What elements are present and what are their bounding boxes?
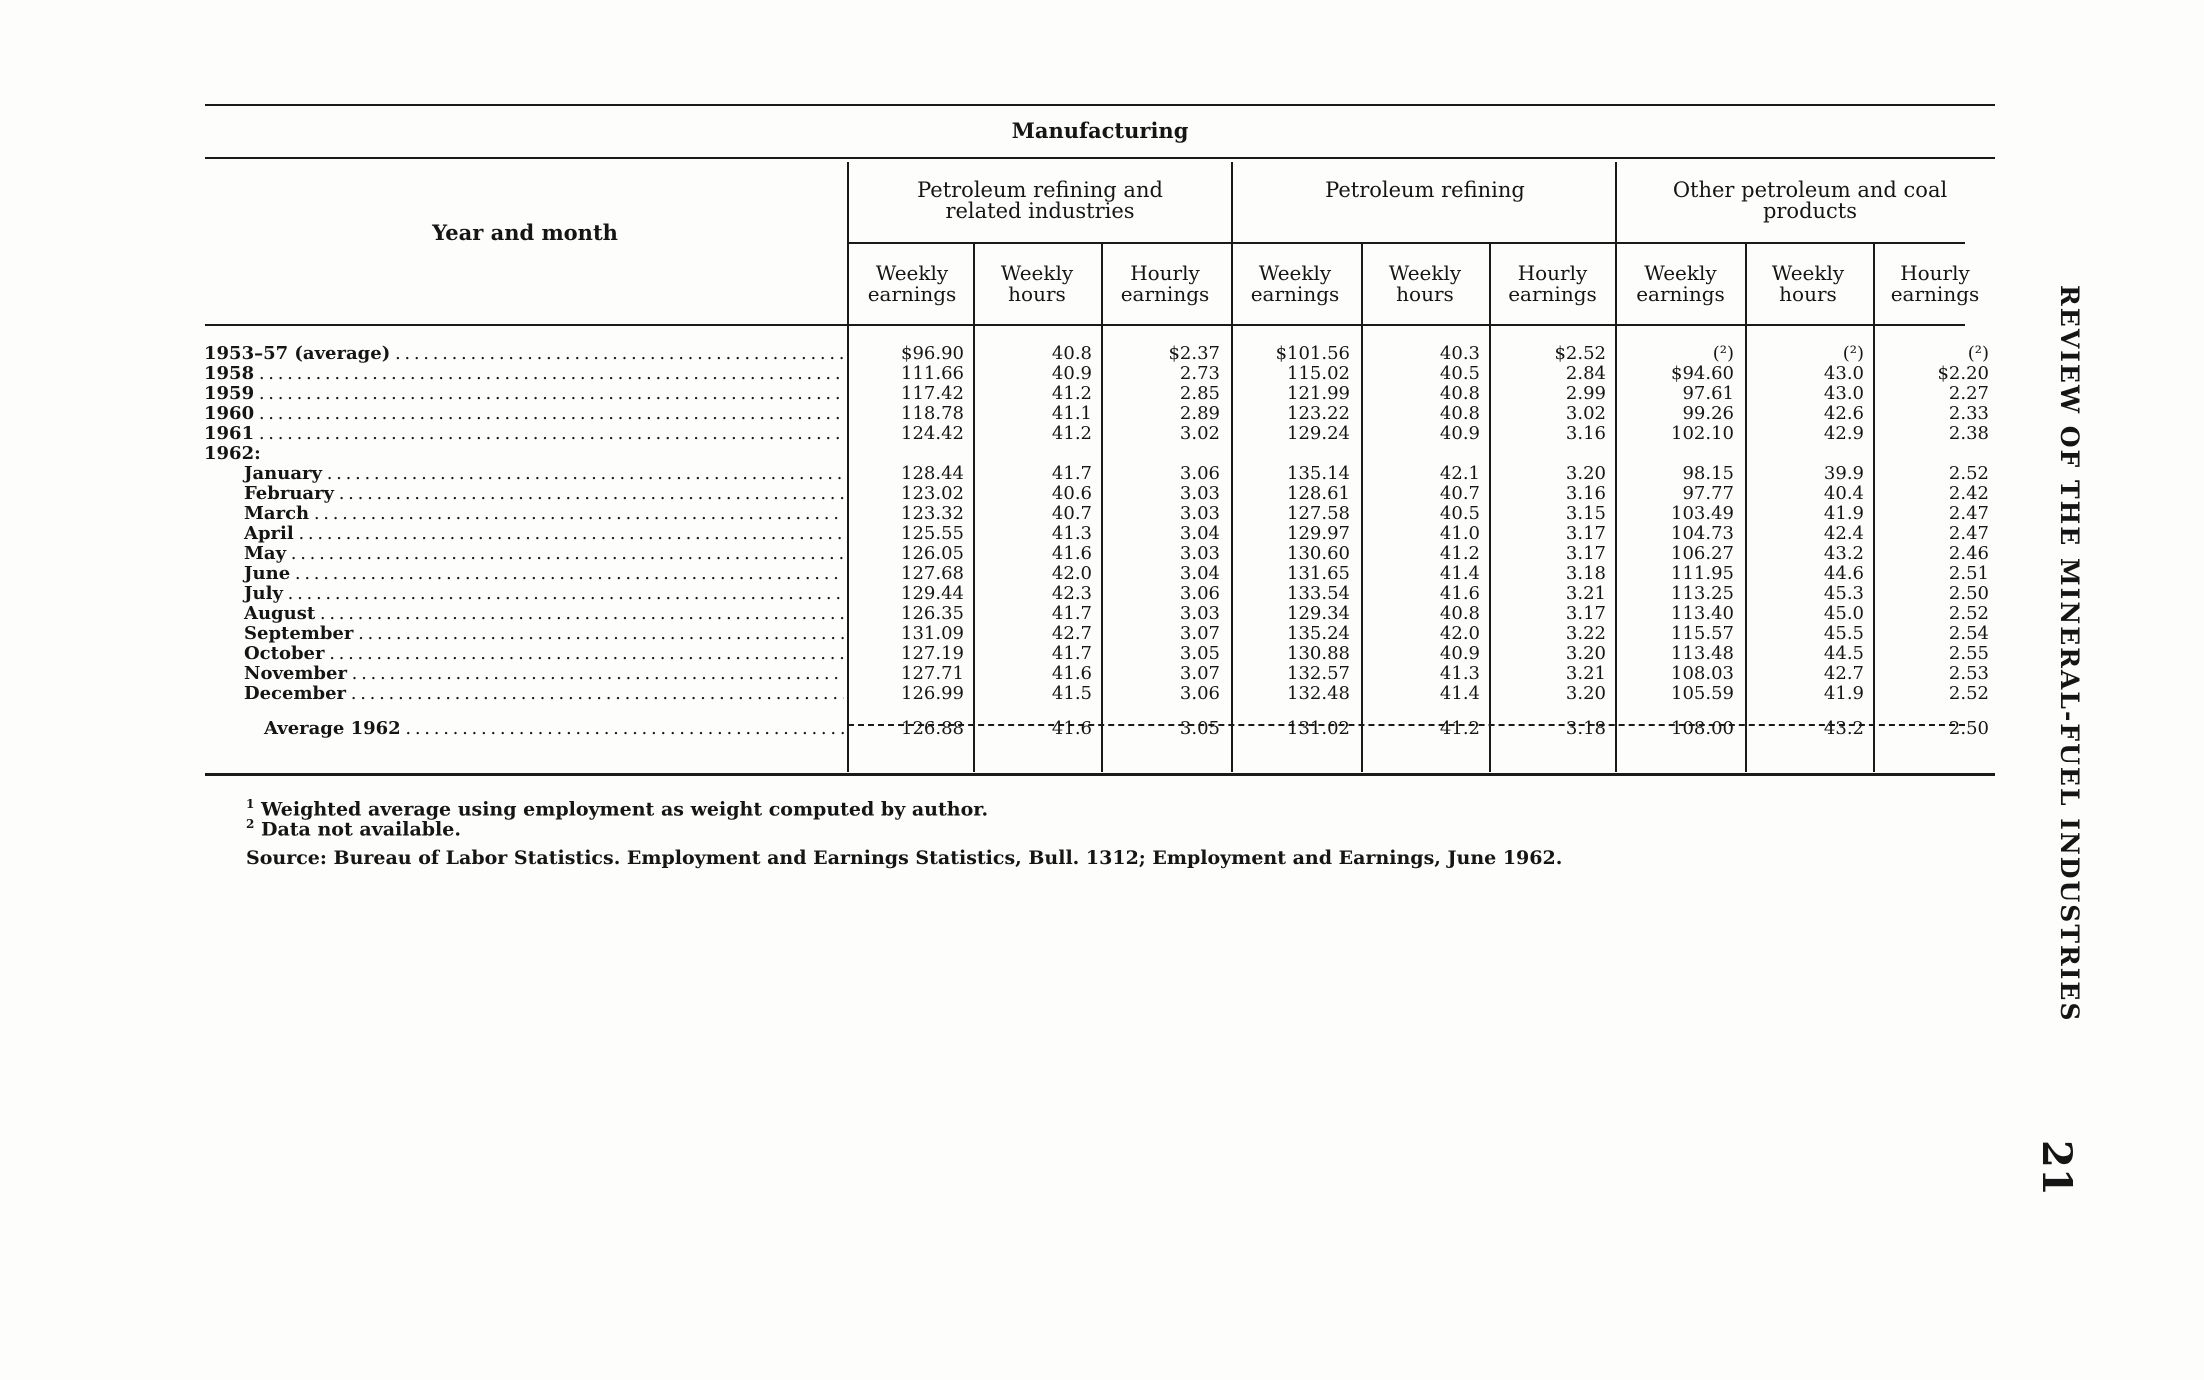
table-cell: 131.02: [1287, 718, 1350, 739]
table-cell: 103.49: [1671, 503, 1734, 524]
row-label: September . . .: [204, 624, 844, 644]
group-title-petroleum-refining: Petroleum refining: [1325, 178, 1525, 202]
table-cell: 43.2: [1823, 718, 1864, 739]
table-cell: 3.05: [1179, 718, 1220, 739]
table-cell: 3.02: [1565, 403, 1606, 424]
table-cell: 2.73: [1179, 363, 1220, 384]
table-cell: 43.0: [1823, 383, 1864, 404]
table-cell: 42.7: [1051, 623, 1092, 644]
page-number: 21: [2033, 1140, 2080, 1196]
table-cell: 127.68: [901, 563, 964, 584]
table-cell: $96.90: [901, 343, 964, 364]
table-cell: 41.6: [1051, 663, 1092, 684]
table-cell: 3.04: [1179, 563, 1220, 584]
header-bottom-rule: [205, 324, 1965, 326]
table-cell: 113.25: [1671, 583, 1734, 604]
table-cell: 41.3: [1051, 523, 1092, 544]
table-cell: 40.5: [1439, 503, 1480, 524]
table-row: [204, 483, 1989, 504]
table-cell: 3.17: [1565, 543, 1606, 564]
table-cell: 41.7: [1051, 463, 1092, 484]
table-cell: 97.61: [1682, 383, 1734, 404]
table-cell: 3.06: [1179, 463, 1220, 484]
table-cell: 41.4: [1439, 683, 1480, 704]
table-cell: 108.00: [1671, 718, 1734, 739]
table-cell: 132.57: [1287, 663, 1350, 684]
table-cell: 3.22: [1565, 623, 1606, 644]
table-cell: 40.7: [1439, 483, 1480, 504]
table-cell: (²): [1712, 343, 1734, 364]
table-cell: 123.02: [901, 483, 964, 504]
table-cell: 133.54: [1287, 583, 1350, 604]
table-cell: 2.47: [1948, 503, 1989, 524]
table-cell: 108.03: [1671, 663, 1734, 684]
table-cell: 124.42: [901, 423, 964, 444]
manufacturing-rule: [205, 157, 1995, 159]
table-cell: 2.52: [1948, 683, 1989, 704]
table-cell: 128.44: [901, 463, 964, 484]
table-cell: 2.27: [1948, 383, 1989, 404]
col-head-2: Weekly hours: [1000, 261, 1074, 306]
table-cell: 40.8: [1439, 383, 1480, 404]
table-cell: 40.7: [1051, 503, 1092, 524]
table-row: [204, 463, 1989, 484]
table-cell: 129.34: [1287, 603, 1350, 624]
table-cell: 41.3: [1439, 663, 1480, 684]
footnote-mark: 2: [246, 817, 255, 831]
row-label: 1953–57 (average) . . .: [204, 344, 844, 364]
table-cell: 40.8: [1051, 343, 1092, 364]
table-cell: 131.65: [1287, 563, 1350, 584]
table-cell: 126.05: [901, 543, 964, 564]
col-head-3: Hourly earnings: [1120, 261, 1210, 306]
table-cell: 132.48: [1287, 683, 1350, 704]
footnote-text: Weighted average using employment as weight computed by author.: [260, 798, 989, 821]
col-head-6: Hourly earnings: [1508, 261, 1597, 306]
col-head-4: Weekly earnings: [1250, 261, 1340, 306]
table-cell: 3.20: [1565, 643, 1606, 664]
table-cell: $2.52: [1554, 343, 1606, 364]
table-row: [204, 718, 1989, 739]
table-cell: 115.57: [1671, 623, 1734, 644]
table-cell: 135.24: [1287, 623, 1350, 644]
table-cell: 121.99: [1287, 383, 1350, 404]
table-cell: 40.9: [1439, 643, 1480, 664]
table-cell: 3.06: [1179, 583, 1220, 604]
table-cell: 41.5: [1051, 683, 1092, 704]
table-cell: 2.53: [1948, 663, 1989, 684]
table-cell: 104.73: [1671, 523, 1734, 544]
top-rule: [205, 104, 1995, 106]
col-head-8: Weekly hours: [1771, 261, 1845, 306]
table-cell: 106.27: [1671, 543, 1734, 564]
group-rule: [848, 242, 1965, 244]
table-row: [204, 543, 1989, 564]
table-cell: 41.2: [1439, 543, 1480, 564]
table-cell: 42.9: [1823, 423, 1864, 444]
table-cell: 3.16: [1565, 423, 1606, 444]
running-head-text: REVIEW OF THE MINERAL-FUEL INDUSTRIES: [2055, 285, 2084, 1023]
table-cell: 41.1: [1051, 403, 1092, 424]
table-cell: 113.48: [1671, 643, 1734, 664]
table-bottom-rule: [205, 773, 1995, 776]
col-head-7: Weekly earnings: [1636, 261, 1725, 306]
table-cell: 2.42: [1948, 483, 1989, 504]
table-cell: 44.5: [1823, 643, 1864, 664]
table-row: [204, 683, 1989, 704]
table-cell: 2.33: [1948, 403, 1989, 424]
table-cell: 126.88: [901, 718, 964, 739]
table-row: [204, 503, 1989, 524]
table-cell: 129.44: [901, 583, 964, 604]
table-row: [204, 643, 1989, 664]
table-cell: 3.03: [1179, 483, 1220, 504]
table-cell: 40.9: [1051, 363, 1092, 384]
table-cell: 40.4: [1823, 483, 1864, 504]
table-row: [204, 563, 1989, 584]
table-cell: 40.6: [1051, 483, 1092, 504]
table-cell: 3.18: [1565, 718, 1606, 739]
row-label: 1960 . . .: [204, 404, 844, 424]
table-cell: 3.03: [1179, 603, 1220, 624]
row-label: 1959 . . .: [204, 384, 844, 404]
table-cell: 105.59: [1671, 683, 1734, 704]
table-cell: 42.0: [1439, 623, 1480, 644]
table-row: [204, 403, 1989, 424]
table-cell: $94.60: [1671, 363, 1734, 384]
table-cell: 130.60: [1287, 543, 1350, 564]
table-cell: 39.9: [1823, 463, 1864, 484]
table-row: [204, 363, 1989, 384]
table-cell: 41.9: [1823, 503, 1864, 524]
table-cell: 129.97: [1287, 523, 1350, 544]
row-label: April . . .: [204, 524, 844, 544]
table-cell: 42.7: [1823, 663, 1864, 684]
table-cell: 3.05: [1179, 643, 1220, 664]
table-cell: 3.20: [1565, 683, 1606, 704]
table-cell: 99.26: [1682, 403, 1734, 424]
table-cell: 41.6: [1051, 718, 1092, 739]
table-cell: 111.95: [1671, 563, 1734, 584]
table-cell: 41.0: [1439, 523, 1480, 544]
table-cell: $2.37: [1168, 343, 1220, 364]
footnote-2: [246, 814, 461, 840]
table-cell: 3.04: [1179, 523, 1220, 544]
row-label: October . . .: [204, 644, 844, 664]
table-cell: 123.22: [1287, 403, 1350, 424]
col-head-1: Weekly earnings: [867, 261, 957, 306]
row-label: Average 1962 . . .: [204, 719, 844, 739]
table-cell: 40.9: [1439, 423, 1480, 444]
table-cell: 41.4: [1439, 563, 1480, 584]
row-label: August . . .: [204, 604, 844, 624]
table-cell: 2.55: [1948, 643, 1989, 664]
table-cell: 2.52: [1948, 603, 1989, 624]
table-cell: 43.2: [1823, 543, 1864, 564]
table-cell: 126.35: [901, 603, 964, 624]
table-cell: 3.16: [1565, 483, 1606, 504]
table-cell: 42.3: [1051, 583, 1092, 604]
col-head-9: Hourly earnings: [1890, 261, 1980, 306]
table-cell: (²): [1842, 343, 1864, 364]
table-cell: 45.5: [1823, 623, 1864, 644]
table-cell: 41.9: [1823, 683, 1864, 704]
row-label: March . . .: [204, 504, 844, 524]
table-row: [204, 343, 1989, 364]
table-row: [204, 623, 1989, 644]
table-cell: 3.07: [1179, 623, 1220, 644]
table-cell: 3.03: [1179, 503, 1220, 524]
table-cell: 135.14: [1287, 463, 1350, 484]
table-cell: 42.1: [1439, 463, 1480, 484]
table-cell: 126.99: [901, 683, 964, 704]
row-label: July . . .: [204, 584, 844, 604]
table-cell: 2.84: [1565, 363, 1606, 384]
table-cell: 115.02: [1287, 363, 1350, 384]
table-cell: 3.03: [1179, 543, 1220, 564]
table-cell: 3.15: [1565, 503, 1606, 524]
row-label: January . . .: [204, 464, 844, 484]
table-cell: (²): [1967, 343, 1989, 364]
table-cell: 2.89: [1179, 403, 1220, 424]
row-label: 1961 . . .: [204, 424, 844, 444]
row-label: June . . .: [204, 564, 844, 584]
table-cell: 41.6: [1439, 583, 1480, 604]
source-note: Source: Bureau of Labor Statistics. Employment and Earnings Statistics, Bull. 1312; Employment and Earnings, June 1962.: [246, 847, 1563, 869]
running-head: [2055, 285, 2085, 1023]
table-cell: 2.50: [1948, 583, 1989, 604]
table-cell: 3.20: [1565, 463, 1606, 484]
footnote-text: Data not available.: [260, 818, 461, 841]
table-cell: 40.8: [1439, 603, 1480, 624]
table-cell: 113.40: [1671, 603, 1734, 624]
table-cell: 131.09: [901, 623, 964, 644]
table-cell: 127.58: [1287, 503, 1350, 524]
table-cell: 40.8: [1439, 403, 1480, 424]
table-row: [204, 383, 1989, 404]
table-cell: 42.4: [1823, 523, 1864, 544]
stub-header: Year and month: [432, 220, 618, 245]
table-cell: 2.46: [1948, 543, 1989, 564]
table-cell: 128.61: [1287, 483, 1350, 504]
table-row: [204, 423, 1989, 444]
table-cell: 41.7: [1051, 603, 1092, 624]
table-cell: 40.5: [1439, 363, 1480, 384]
table-cell: 3.07: [1179, 663, 1220, 684]
table-cell: 42.0: [1051, 563, 1092, 584]
table-cell: $101.56: [1275, 343, 1350, 364]
table-cell: 127.71: [901, 663, 964, 684]
row-label: May . . .: [204, 544, 844, 564]
table-cell: 130.88: [1287, 643, 1350, 664]
table-cell: 2.50: [1948, 718, 1989, 739]
group-title-other-petroleum-coal: Other petroleum and coal products: [1672, 178, 1948, 223]
table-cell: 3.17: [1565, 603, 1606, 624]
table-cell: 2.38: [1948, 423, 1989, 444]
table-cell: 98.15: [1682, 463, 1734, 484]
group-title-petroleum-and-related: Petroleum refining and related industries: [917, 178, 1163, 223]
table-cell: 102.10: [1671, 423, 1734, 444]
table-cell: $2.20: [1937, 363, 1989, 384]
table-cell: 3.06: [1179, 683, 1220, 704]
table-row: [204, 583, 1989, 604]
table-row: [204, 663, 1989, 684]
table-cell: 129.24: [1287, 423, 1350, 444]
table-cell: 117.42: [901, 383, 964, 404]
footnote-mark: 1: [246, 797, 255, 811]
row-label: November . . .: [204, 664, 844, 684]
manufacturing-header: Manufacturing: [1011, 118, 1189, 143]
table-cell: 3.21: [1565, 663, 1606, 684]
table-cell: 41.6: [1051, 543, 1092, 564]
table-cell: 3.02: [1179, 423, 1220, 444]
table-cell: 40.3: [1439, 343, 1480, 364]
table-cell: 2.51: [1948, 563, 1989, 584]
table-cell: 125.55: [901, 523, 964, 544]
table-cell: 41.2: [1439, 718, 1480, 739]
table-cell: 41.7: [1051, 643, 1092, 664]
row-label: 1962:: [204, 444, 261, 464]
table-cell: 127.19: [901, 643, 964, 664]
table-cell: 43.0: [1823, 363, 1864, 384]
table-cell: 2.54: [1948, 623, 1989, 644]
table-cell: 41.2: [1051, 383, 1092, 404]
row-label: 1958 . . .: [204, 364, 844, 384]
table-cell: 3.17: [1565, 523, 1606, 544]
table-cell: 2.47: [1948, 523, 1989, 544]
table-cell: 2.85: [1179, 383, 1220, 404]
table-cell: 44.6: [1823, 563, 1864, 584]
row-label: February . . .: [204, 484, 844, 504]
table-cell: 2.99: [1565, 383, 1606, 404]
col-head-5: Weekly hours: [1388, 261, 1462, 306]
table-cell: 45.3: [1823, 583, 1864, 604]
table-cell: 3.18: [1565, 563, 1606, 584]
table-row: [204, 603, 1989, 624]
table-cell: 97.77: [1682, 483, 1734, 504]
table-row: [204, 523, 1989, 544]
row-label: December . . .: [204, 684, 844, 704]
table-cell: 2.52: [1948, 463, 1989, 484]
table-cell: 118.78: [901, 403, 964, 424]
table-row: [204, 444, 1964, 464]
table-cell: 45.0: [1823, 603, 1864, 624]
table-cell: 41.2: [1051, 423, 1092, 444]
table-cell: 3.21: [1565, 583, 1606, 604]
table-cell: 111.66: [901, 363, 964, 384]
table-cell: 42.6: [1823, 403, 1864, 424]
table-cell: 123.32: [901, 503, 964, 524]
